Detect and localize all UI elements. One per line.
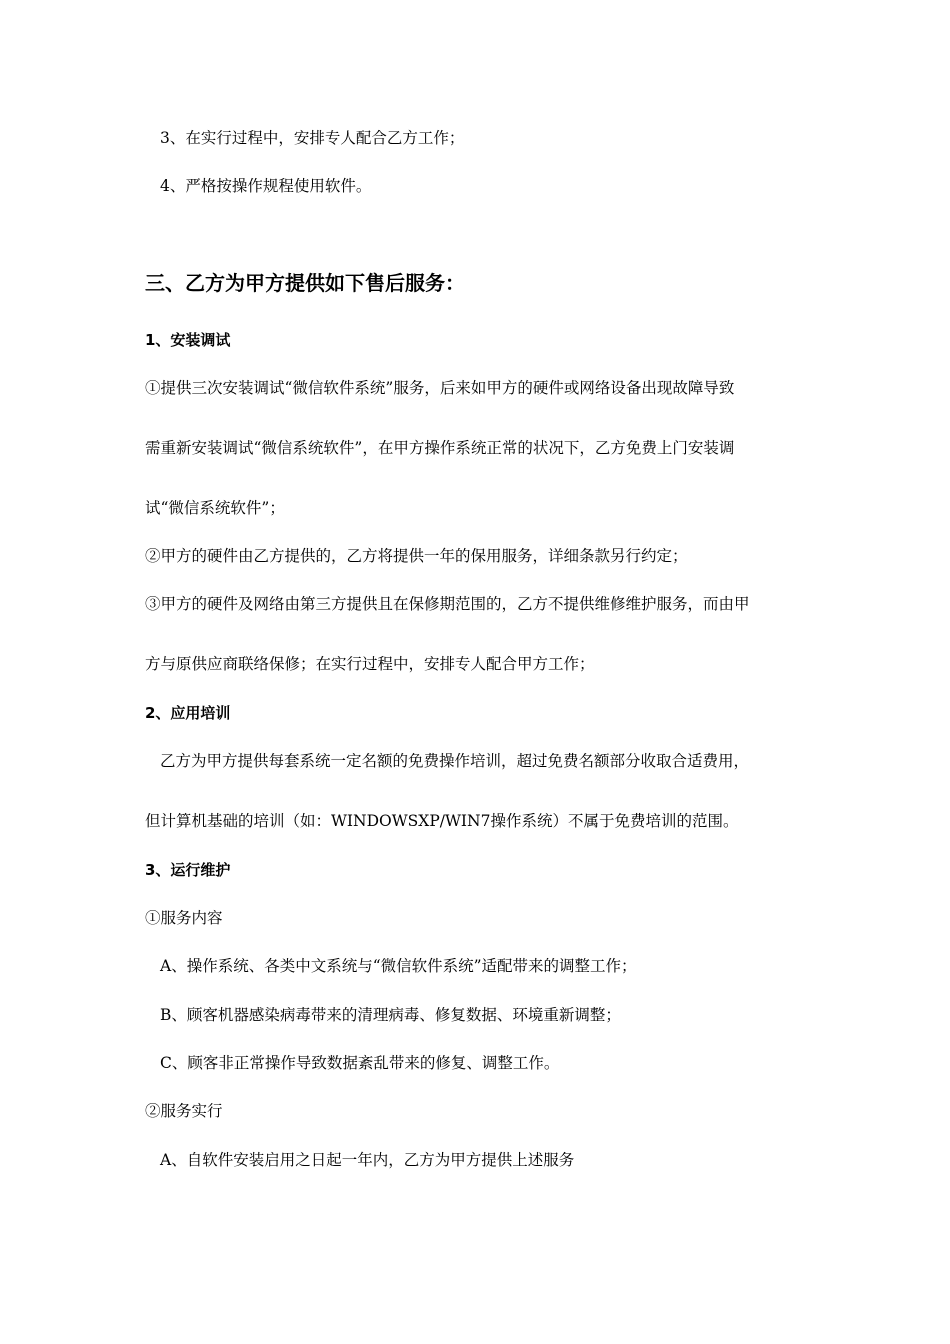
section-title: 三、乙方为甲方提供如下售后服务： [145, 271, 465, 295]
list-item: 3、在实行过程中，安排专人配合乙方工作； [160, 129, 465, 147]
subheading-maintenance: 3、运行维护 [145, 861, 231, 879]
list-item: B、顾客机器感染病毒带来的清理病毒、修复数据、环境重新调整； [160, 1006, 621, 1024]
list-item: A、自软件安装启用之日起一年内，乙方为甲方提供上述服务 [160, 1151, 575, 1169]
paragraph-line: 但计算机基础的培训（如：WINDOWSXP/WIN7操作系统）不属于免费培训的范围。 [145, 812, 739, 830]
paragraph-line: ①提供三次安装调试“微信软件系统”服务，后来如甲方的硬件或网络设备出现故障导致 [145, 379, 735, 397]
subheading-training: 2、应用培训 [145, 704, 231, 722]
list-item: C、顾客非正常操作导致数据紊乱带来的修复、调整工作。 [160, 1054, 560, 1072]
paragraph-line: 乙方为甲方提供每套系统一定名额的免费操作培训，超过免费名额部分收取合适费用， [160, 752, 750, 770]
list-item: 4、严格按操作规程使用软件。 [160, 177, 372, 195]
list-item: A、操作系统、各类中文系统与“微信软件系统”适配带来的调整工作； [160, 957, 637, 975]
paragraph-line: 需重新安装调试“微信系统软件”，在甲方操作系统正常的状况下，乙方免费上门安装调 [145, 439, 735, 457]
paragraph-line: ③甲方的硬件及网络由第三方提供且在保修期范围的，乙方不提供维修维护服务，而由甲 [145, 595, 750, 613]
service-content-title: ①服务内容 [145, 909, 223, 927]
paragraph-line: 方与原供应商联络保修；在实行过程中，安排专人配合甲方工作； [145, 655, 595, 673]
service-exec-title: ②服务实行 [145, 1102, 223, 1120]
subheading-install: 1、安装调试 [145, 331, 231, 349]
paragraph-line: ②甲方的硬件由乙方提供的，乙方将提供一年的保用服务，详细条款另行约定； [145, 547, 688, 565]
paragraph-line: 试“微信系统软件”； [145, 499, 285, 517]
